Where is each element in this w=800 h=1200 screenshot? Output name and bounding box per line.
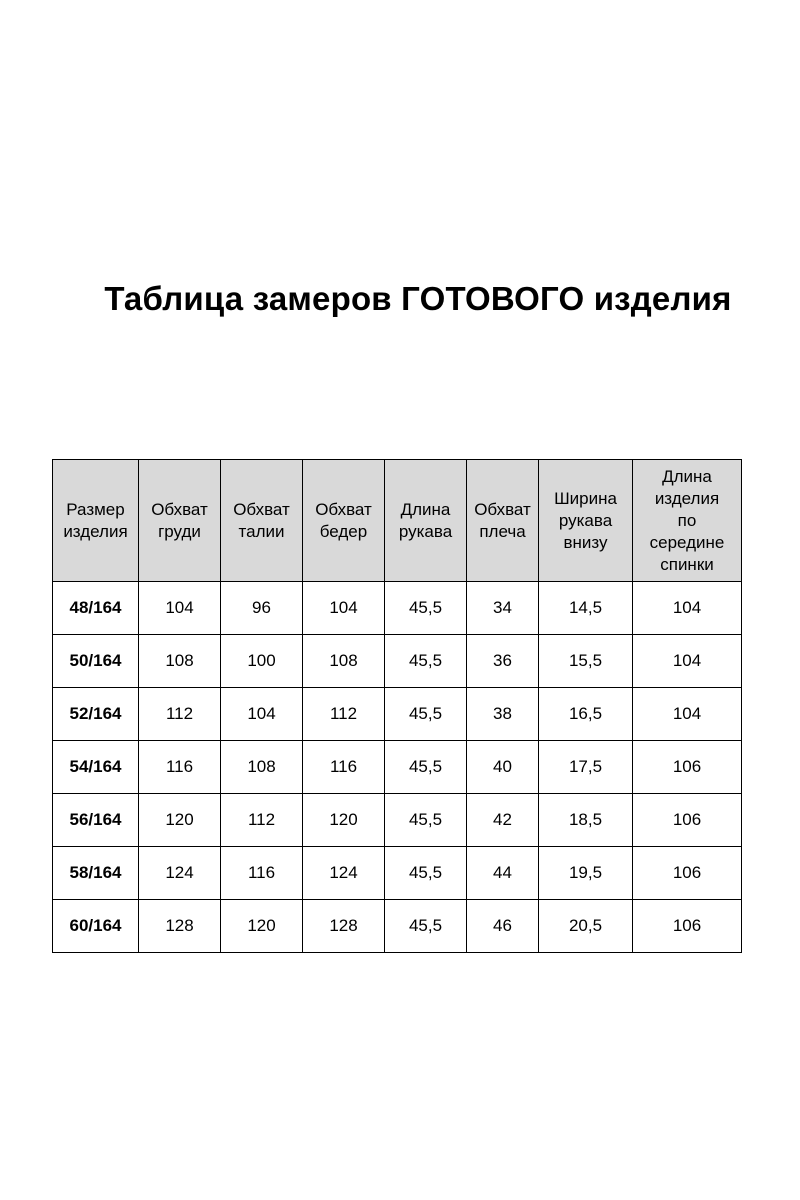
- cell-shoulder: 36: [467, 635, 539, 688]
- table-row: [53, 794, 742, 847]
- cell-chest: 116: [139, 741, 221, 794]
- cell-shoulder: 44: [467, 847, 539, 900]
- cell-sleeve-length: 45,5: [385, 900, 467, 953]
- table-body: [53, 582, 742, 953]
- cell-size: 48/164: [53, 582, 139, 635]
- header-sleeve-width: Ширина рукава внизу: [539, 460, 633, 582]
- header-shoulder: Обхват плеча: [467, 460, 539, 582]
- table-row: [53, 688, 742, 741]
- cell-back-length: 106: [633, 741, 742, 794]
- cell-hips: 104: [303, 582, 385, 635]
- cell-back-length: 106: [633, 900, 742, 953]
- cell-waist: 100: [221, 635, 303, 688]
- cell-chest: 104: [139, 582, 221, 635]
- cell-waist: 116: [221, 847, 303, 900]
- cell-hips: 120: [303, 794, 385, 847]
- cell-back-length: 106: [633, 794, 742, 847]
- cell-chest: 120: [139, 794, 221, 847]
- cell-sleeve-width: 16,5: [539, 688, 633, 741]
- cell-back-length: 104: [633, 582, 742, 635]
- cell-size: 52/164: [53, 688, 139, 741]
- cell-sleeve-width: 20,5: [539, 900, 633, 953]
- cell-size: 54/164: [53, 741, 139, 794]
- cell-waist: 120: [221, 900, 303, 953]
- cell-hips: 112: [303, 688, 385, 741]
- table-row: [53, 900, 742, 953]
- cell-back-length: 104: [633, 688, 742, 741]
- cell-hips: 108: [303, 635, 385, 688]
- cell-sleeve-length: 45,5: [385, 847, 467, 900]
- cell-shoulder: 40: [467, 741, 539, 794]
- table-header-row: [53, 460, 742, 582]
- cell-size: 56/164: [53, 794, 139, 847]
- cell-sleeve-length: 45,5: [385, 582, 467, 635]
- cell-shoulder: 34: [467, 582, 539, 635]
- cell-chest: 112: [139, 688, 221, 741]
- header-sleeve-length: Длина рукава: [385, 460, 467, 582]
- cell-chest: 108: [139, 635, 221, 688]
- size-table: [52, 459, 742, 953]
- cell-sleeve-length: 45,5: [385, 635, 467, 688]
- page-title: Таблица замеров ГОТОВОГО изделия: [104, 280, 732, 317]
- cell-waist: 112: [221, 794, 303, 847]
- cell-sleeve-width: 19,5: [539, 847, 633, 900]
- cell-waist: 96: [221, 582, 303, 635]
- cell-hips: 124: [303, 847, 385, 900]
- cell-chest: 128: [139, 900, 221, 953]
- table-row: [53, 582, 742, 635]
- header-size: Размер изделия: [53, 460, 139, 582]
- cell-sleeve-width: 18,5: [539, 794, 633, 847]
- header-back-length: Длина изделия по середине спинки: [633, 460, 742, 582]
- cell-waist: 104: [221, 688, 303, 741]
- cell-waist: 108: [221, 741, 303, 794]
- cell-sleeve-width: 17,5: [539, 741, 633, 794]
- cell-hips: 128: [303, 900, 385, 953]
- cell-shoulder: 38: [467, 688, 539, 741]
- cell-sleeve-length: 45,5: [385, 741, 467, 794]
- cell-sleeve-length: 45,5: [385, 794, 467, 847]
- cell-back-length: 106: [633, 847, 742, 900]
- cell-shoulder: 46: [467, 900, 539, 953]
- cell-size: 60/164: [53, 900, 139, 953]
- cell-chest: 124: [139, 847, 221, 900]
- cell-sleeve-width: 15,5: [539, 635, 633, 688]
- table-row: [53, 741, 742, 794]
- table-row: [53, 847, 742, 900]
- header-chest: Обхват груди: [139, 460, 221, 582]
- header-hips: Обхват бедер: [303, 460, 385, 582]
- table-row: [53, 635, 742, 688]
- cell-sleeve-length: 45,5: [385, 688, 467, 741]
- cell-shoulder: 42: [467, 794, 539, 847]
- cell-back-length: 104: [633, 635, 742, 688]
- header-waist: Обхват талии: [221, 460, 303, 582]
- cell-size: 58/164: [53, 847, 139, 900]
- cell-hips: 116: [303, 741, 385, 794]
- cell-size: 50/164: [53, 635, 139, 688]
- cell-sleeve-width: 14,5: [539, 582, 633, 635]
